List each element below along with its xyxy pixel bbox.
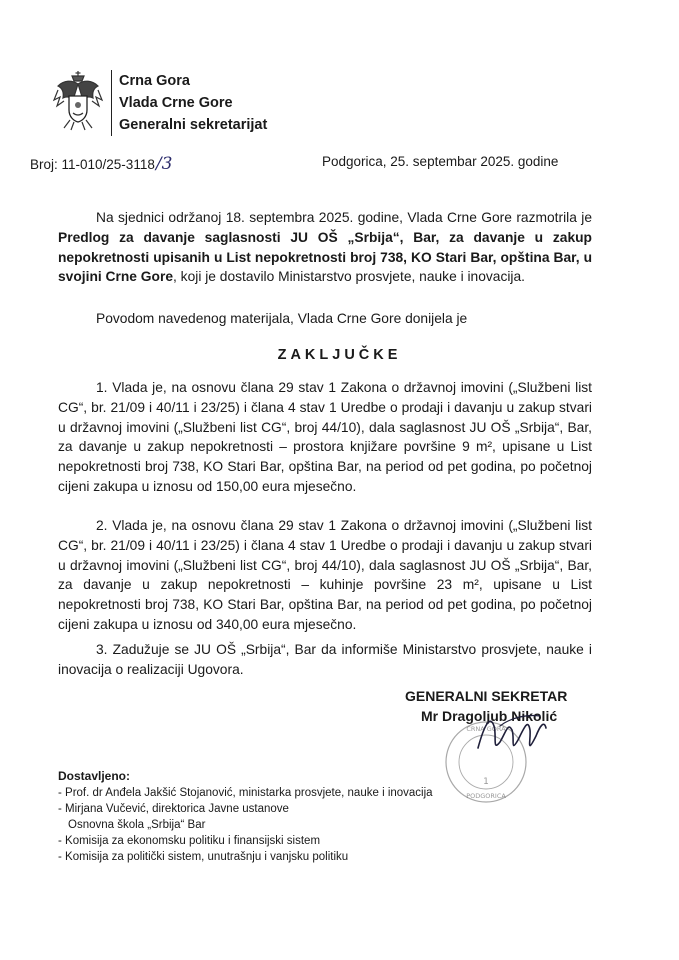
- list-item: - Komisija za ekonomsku politiku i finansijski sistem: [58, 835, 321, 847]
- distribution-label: Dostavljeno:: [58, 769, 131, 783]
- conclusion-item-1: 1. Vlada je, na osnovu člana 29 stav 1 Zakona o državnoj imovini („Službeni list CG“, br. 21/09 i 40/11 i 23/25) i člana 4 stav 1 Uredbe o prodaji i davanju u zakup stvari u državnoj imovini („Službeni list CG“, broj 44/10), dala saglasnost JU OŠ „Srbija“, Bar, za davanje u zakup nepokretnosti – prostora knjižare površine 9 m², upisane u List nepokretnosti broj 738, KO Stari Bar, opština Bar, na period od pet godina, po početnoj cijeni zakupa u iznosu od 150,00 eura mjesečno.: [58, 380, 592, 494]
- header-secretariat: Generalni sekretarijat: [119, 117, 268, 133]
- stamp-city: PODGORICA: [466, 792, 506, 800]
- handwritten-mark: /3: [155, 154, 173, 174]
- list-item: - Komisija za politički sistem, unutrašnju i vanjsku politiku: [58, 851, 349, 863]
- reference-line: [30, 154, 172, 174]
- list-item: - Prof. dr Anđela Jakšić Stojanović, ministarka prosvjete, nauke i inovacija: [58, 787, 433, 799]
- stamp-text-top: CRNA GORA: [466, 725, 506, 733]
- stamp-number: 1: [483, 777, 489, 787]
- header-divider: [111, 70, 112, 136]
- header-country: Crna Gora: [119, 73, 190, 89]
- document-title: ZAKLJUČKE: [277, 347, 402, 363]
- distribution-list: [58, 785, 433, 865]
- povodom-paragraph: Povodom navedenog materijala, Vlada Crne Gore donijela je: [96, 311, 468, 326]
- conclusion-item-3: 3. Zadužuje se JU OŠ „Srbija“, Bar da informiše Ministarstvo prosvjete, nauke i inovacija o realizaciji Ugovora.: [58, 642, 592, 677]
- intro-subject: Predlog za davanje saglasnosti JU OŠ „Srbija“, Bar, za davanje u zakup nepokretnosti upisanih u List nepokretnosti broj 738, KO Stari Bar, opština Bar, u svojini Crne Gore: [58, 229, 592, 285]
- intro-text-start: Na sjednici održanoj 18. septembra 2025. godine, Vlada Crne Gore razmotrila je: [96, 210, 592, 225]
- signatory-name: Mr Dragoljub Nikolić: [421, 708, 558, 724]
- list-item: - Mirjana Vučević, direktorica Javne ustanove: [58, 803, 289, 815]
- intro-paragraph: [58, 208, 592, 287]
- intro-text-end: , koji je dostavilo Ministarstvo prosvjete, nauke i inovacija.: [173, 269, 525, 285]
- reference-number: Broj: 11-010/25-3118: [30, 157, 155, 172]
- list-item: Osnovna škola „Srbija“ Bar: [68, 819, 206, 831]
- conclusion-item-2: 2. Vlada je, na osnovu člana 29 stav 1 Zakona o državnoj imovini („Službeni list CG“, br. 21/09 i 40/11 i 23/25) i člana 4 stav 1 Uredbe o prodaji i davanju u zakup stvari u državnoj imovini („Službeni list CG“, broj 44/10), dala saglasnost JU OŠ „Srbija“, Bar, za davanje u zakup nepokretnosti – kuhinje površine 23 m², upisane u List nepokretnosti broj 738, KO Stari Bar, opština Bar, na period od pet godina, po početnoj cijeni zakupa u iznosu od 340,00 eura mjesečno.: [58, 518, 592, 632]
- handwritten-signature: [470, 696, 560, 766]
- document-date: Podgorica, 25. septembar 2025. godine: [322, 154, 559, 169]
- signatory-title: GENERALNI SEKRETAR: [405, 688, 568, 704]
- coat-of-arms-icon: [52, 70, 104, 132]
- header-government: Vlada Crne Gore: [119, 95, 233, 111]
